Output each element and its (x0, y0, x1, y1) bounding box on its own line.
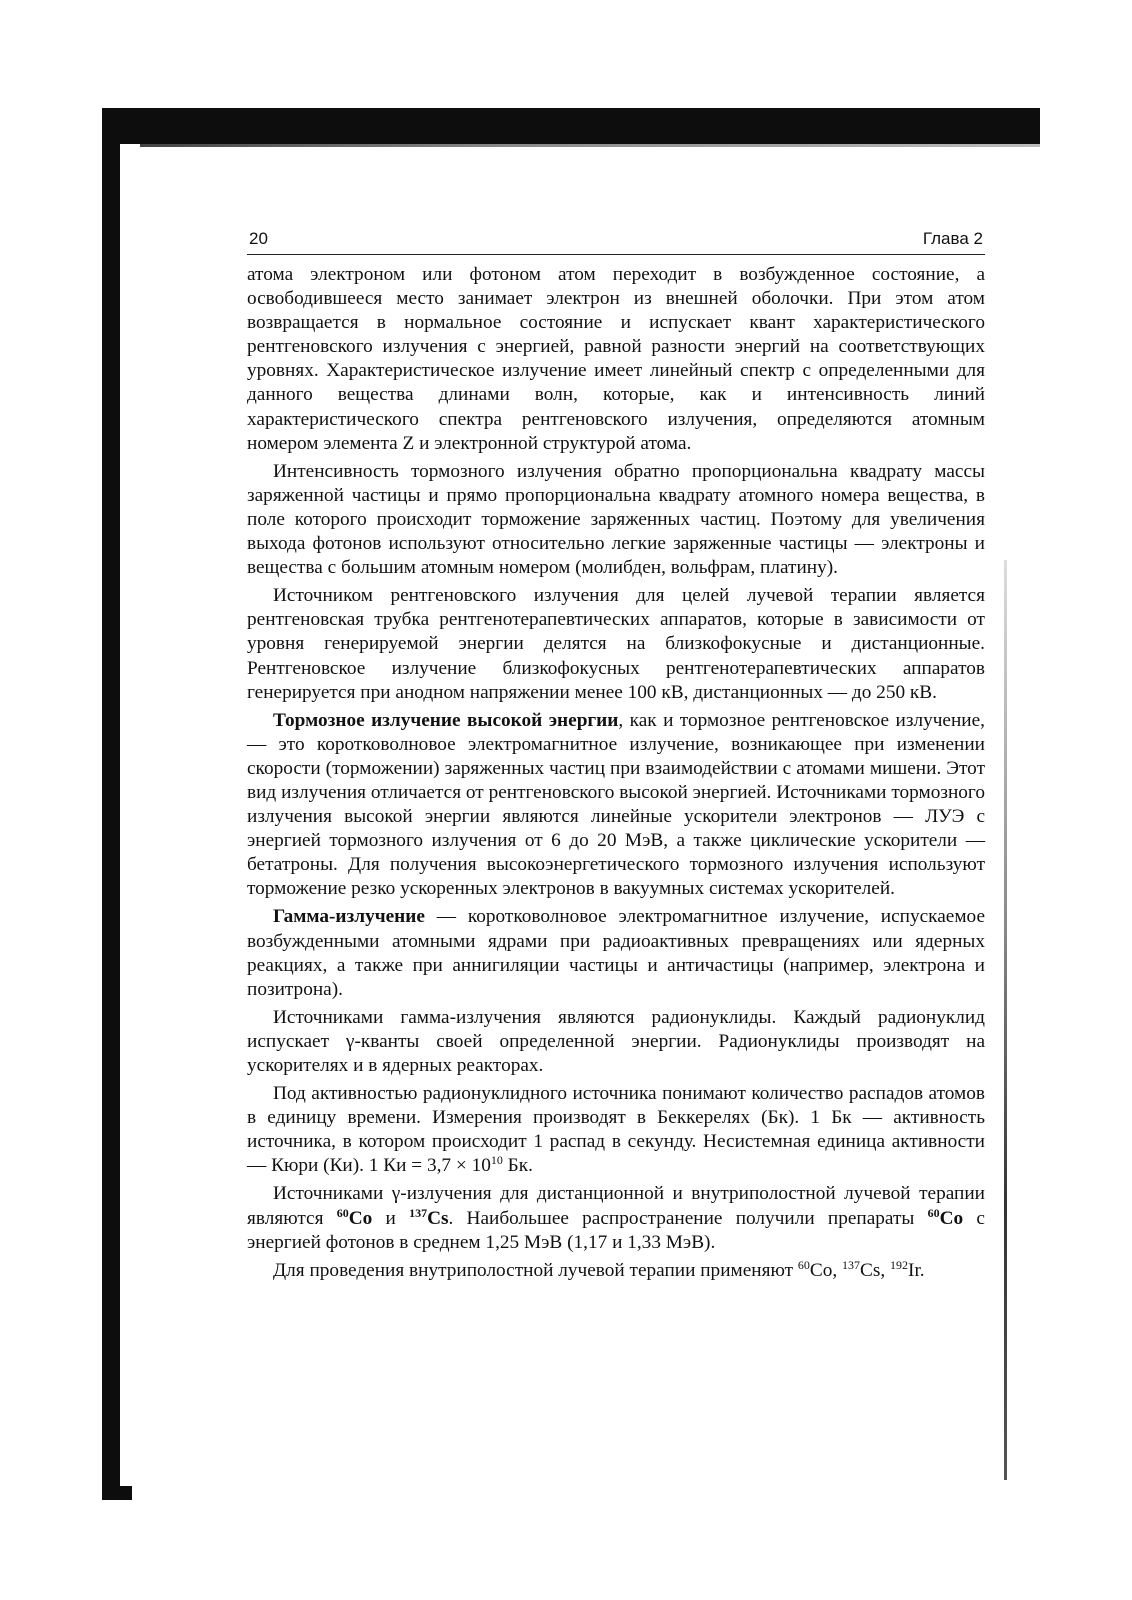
paragraph-8-text-a: Источниками γ-излучения для дистанционной и внутриполостной лучевой терапии являются (247, 1183, 985, 1229)
paragraph-8 (247, 1182, 985, 1254)
paragraph-9 (247, 1259, 985, 1283)
mass-number: 137 (842, 1257, 861, 1272)
paragraph-8-text-c: с энергией фотонов в среднем 1,25 МэВ (1,17 и 1,33 МэВ). (247, 1207, 985, 1253)
paragraph-7-text-a: Под активностью радионуклидного источника понимают количество распадов атомов в единицу времени. Измерения производят в Беккерелях (Бк). 1 Бк — активность источника, в котором происходит 1 распад в секунду. Несистемная единица активности — Кюри (Ки). 1 Ки = 3,7 × 10 (247, 1083, 985, 1177)
element-symbol: Co (348, 1207, 373, 1229)
isotope-cs137 (409, 1205, 449, 1229)
chapter-label: Глава 2 (922, 229, 983, 248)
paragraph-5-text: — коротковолновое электромагнитное излучение, испускаемое возбужденными атомными ядрами при радиоактивных превращениях или ядерных реакциях, а также при аннигиляции частицы и античастицы (например, электрона и позитрона). (247, 906, 985, 1000)
paragraph-5 (247, 905, 985, 1001)
isotope-co60 (927, 1205, 964, 1229)
paragraph-7 (247, 1082, 985, 1178)
scan-frame-left (102, 108, 120, 1500)
body-text (247, 263, 985, 1287)
paragraph-1: атома электроном или фотоном атом переходит в возбужденное состояние, а освободившееся место занимает электрон из внешней оболочки. При этом атом возвращается в нормальное состояние и испускает квант характеристического рентгеновского излучения с энергией, равной разности энергий на соответствующих уровнях. Характеристическое излучение имеет линейный спектр с определенными для данного вещества длинами волн, которые, как и интенсивность линий характеристического спектра рентгеновского излучения, определяются атомным номером элемента Z и электронной структурой атома. (247, 264, 985, 454)
paragraph-3: Источником рентгеновского излучения для целей лучевой терапии является рентгеновская трубка рентгенотерапевтических аппаратов, которые в зависимости от уровня генерируемой энергии делятся на близкофокусные и дистанционные. Рентгеновское излучение близкофокусных рентгенотерапевтических аппаратов генерируется при анодном напряжении менее 100 кВ, дистанционных — до 250 кВ. (247, 585, 985, 703)
scan-frame-right-edge (1004, 560, 1007, 1480)
element-symbol: Co, (809, 1259, 843, 1281)
term-bremsstrahlung: Тормозное излучение высокой энергии (273, 709, 619, 731)
paragraph-2: Интенсивность тормозного излучения обратно пропорциональна квадрату массы заряженной частицы и прямо пропорциональна квадрату атомного номера вещества, в поле которого происходит торможение заряженных частиц. Поэтому для увеличения выхода фотонов используют относительно легкие заряженные частицы — электроны и вещества с большим атомным номером (молибден, вольфрам, платину). (247, 460, 985, 579)
paragraph-6: Источниками гамма-излучения являются радионуклиды. Каждый радионуклид испускает γ-кванты своей определенной энергии. Радионуклиды производят на ускорителях и в ядерных реакторах. (247, 1006, 985, 1076)
mass-number: 60 (797, 1257, 810, 1272)
scan-frame-top (102, 108, 1040, 144)
running-header (247, 226, 985, 255)
mass-number: 192 (890, 1257, 909, 1272)
element-symbol: Ir. (908, 1259, 925, 1281)
mass-number: 137 (409, 1205, 428, 1220)
element-symbol: Cs, (860, 1259, 891, 1281)
paragraph-4 (247, 709, 985, 902)
paragraph-9-text: Для проведения внутриполостной лучевой терапии применяют (273, 1259, 798, 1281)
element-symbol: Cs (427, 1207, 449, 1229)
term-gamma: Гамма-излучение (273, 906, 425, 928)
scan-frame-foot (102, 1486, 132, 1500)
paragraph-8-text-b: . Наибольшее распространение получили препараты (448, 1207, 928, 1229)
mass-number: 60 (927, 1205, 940, 1220)
mass-number: 60 (336, 1205, 349, 1220)
exponent: 10 (490, 1153, 503, 1168)
element-symbol: Co (939, 1207, 964, 1229)
paragraph-4-text: , как и тормозное рентгеновское излучение, — это коротковолновое электромагнитное излучение, возникающее при изменении скорости (торможении) заряженных частиц при взаимодействии с атомами мишени. Этот вид излучения отличается от рентгеновского высокой энергией. Источниками тормозного излучения высокой энергии являются линейные ускорители электронов — ЛУЭ с энергией тормозного излучения от 6 до 20 МэВ, а также циклические ускорители — бетатроны. Для получения высокоэнергетического тормозного излучения используют торможение резко ускоренных электронов в вакуумных системах ускорителей. (247, 709, 985, 900)
page-number: 20 (249, 229, 268, 248)
scan-frame-top-edge (140, 144, 1040, 147)
conjunction: и (372, 1207, 410, 1229)
isotope-co60 (336, 1205, 373, 1229)
paragraph-7-text-b: Бк. (502, 1155, 533, 1177)
